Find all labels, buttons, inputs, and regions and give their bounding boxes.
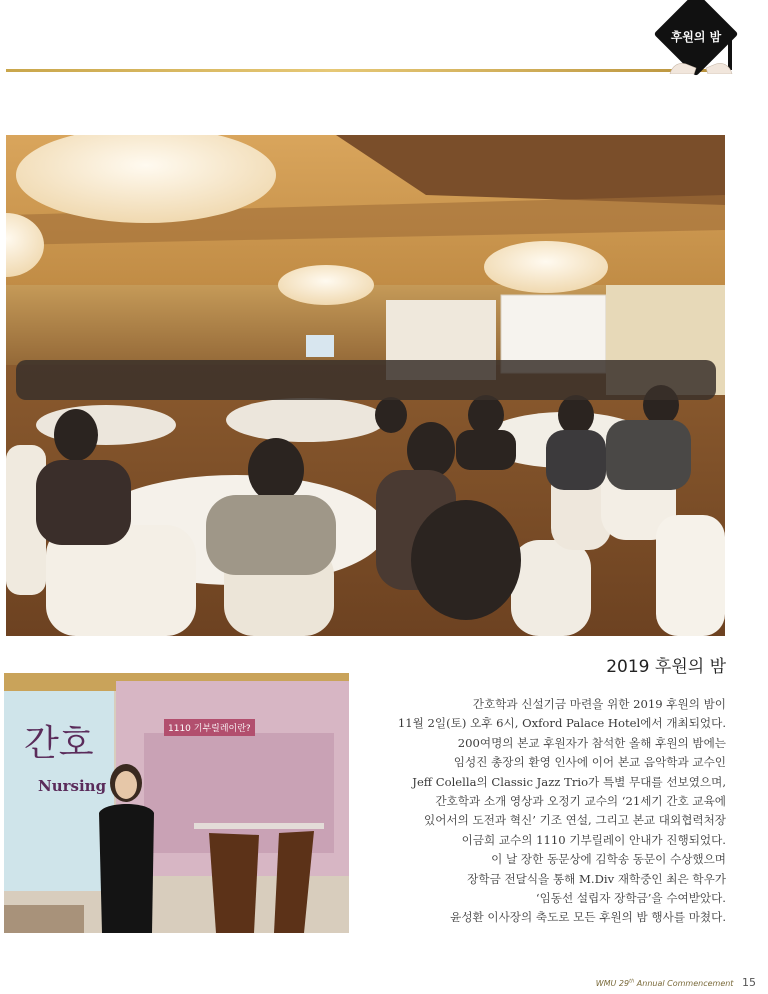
body-line: 간호학과 신설기금 마련을 위한 2019 후원의 밤이 xyxy=(472,697,726,711)
body-line: ‘임동선 설립자 장학금’을 수여받았다. xyxy=(535,891,726,906)
hands-icon xyxy=(666,52,736,74)
body-line: 장학금 전달식을 통해 M.Div 재학중인 최은 학우가 xyxy=(467,871,726,886)
body-line: 있어서의 도전과 혁신’ 기조 연설, 그리고 본교 대외협력처장 xyxy=(424,813,726,828)
body-line: 이 날 장한 동문상에 김학송 동문이 수상했으며 xyxy=(491,852,726,867)
section-badge xyxy=(654,2,742,74)
body-line: 11월 2일(토) 오후 6시, Oxford Palace Hotel에서 개최되었다. xyxy=(397,716,726,731)
publication-name-suffix: Annual Commencement xyxy=(634,979,734,988)
banner-korean-text: 간호 xyxy=(24,723,94,764)
page-number: 15 xyxy=(742,976,756,989)
page-footer xyxy=(560,976,756,989)
body-line: 윤성환 이사장의 축도로 모든 후원의 밤 행사를 마쳤다. xyxy=(450,910,726,925)
publication-name-sup: th xyxy=(629,978,635,985)
banquet-hall-photo xyxy=(6,135,725,636)
banner-english-text: Nursing xyxy=(38,777,107,795)
speaker-photo xyxy=(4,673,349,933)
badge-label: 후원의 밤 xyxy=(670,30,722,44)
publication-name-prefix: WMU 29 xyxy=(595,979,630,988)
article-body xyxy=(380,695,726,928)
body-line: 200여명의 본교 후원자가 참석한 올해 후원의 밤에는 xyxy=(457,735,726,750)
body-line: 이금희 교수의 1110 기부릴레이 안내가 진행되었다. xyxy=(461,832,726,847)
body-line: 간호학과 소개 영상과 오정기 교수의 ‘21세기 간호 교육에 xyxy=(435,794,726,809)
header-rule xyxy=(6,69,728,72)
body-line: Jeff Colella의 Classic Jazz Trio가 특별 무대를 선보였으며, xyxy=(412,774,726,789)
article-title: 2019 후원의 밤 xyxy=(606,657,726,677)
screen-heading-text: 1110 기부릴레이란? xyxy=(164,719,255,736)
body-line: 임성진 총장의 환영 인사에 이어 본교 음악학과 교수인 xyxy=(453,755,726,770)
